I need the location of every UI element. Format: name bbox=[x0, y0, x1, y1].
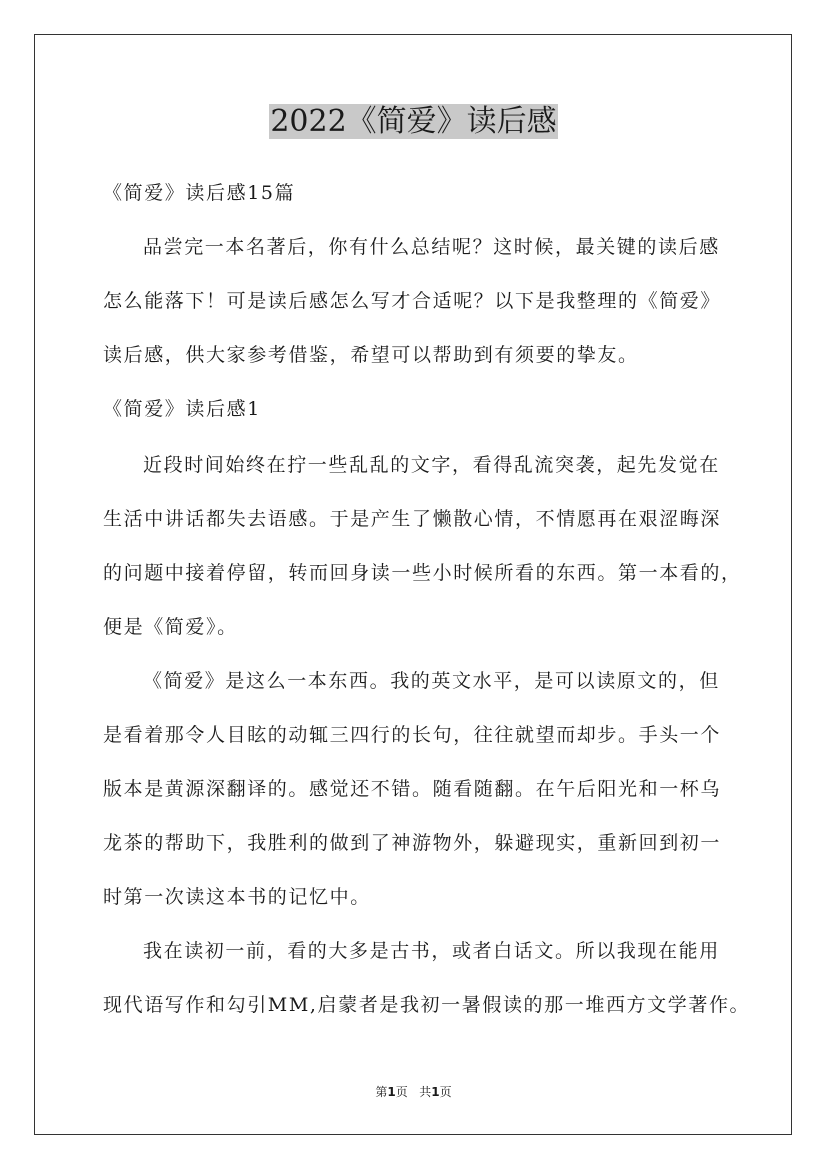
footer-page-current: 1 bbox=[387, 1085, 396, 1099]
subtitle: 《简爱》读后感15篇 bbox=[103, 182, 296, 204]
paragraph1-line-3: 的问题中接着停留，转而回身读一些小时候所看的东西。第一本看的， bbox=[103, 562, 742, 584]
paragraph1-line-4: 便是《简爱》。 bbox=[103, 616, 238, 638]
page-footer bbox=[0, 1084, 827, 1100]
paragraph3-line-1: 我在读初一前，看的大多是古书，或者白话文。所以我现在能用 bbox=[143, 940, 720, 962]
paragraph2-line-4: 龙茶的帮助下，我胜利的做到了神游物外，躲避现实，重新回到初一 bbox=[103, 832, 722, 854]
footer-total-suffix: 页 bbox=[439, 1085, 452, 1099]
paragraph1-line-2: 生活中讲话都失去语感。于是产生了懒散心情，不情愿再在艰涩晦深 bbox=[103, 508, 722, 530]
footer-page-suffix: 页 bbox=[395, 1085, 408, 1099]
paragraph1-line-1: 近段时间始终在拧一些乱乱的文字，看得乱流突袭，起先发觉在 bbox=[143, 454, 720, 476]
paragraph2-line-5: 时第一次读这本书的记忆中。 bbox=[103, 886, 371, 908]
paragraph3-line-2: 现代语写作和勾引MM,启蒙者是我初一暑假读的那一堆西方文学著作。 bbox=[103, 994, 751, 1016]
paragraph2-line-2: 是看着那令人目眩的动辄三四行的长句，往往就望而却步。手头一个 bbox=[103, 724, 722, 746]
intro-line-3: 读后感，供大家参考借鉴，希望可以帮助到有须要的挚友。 bbox=[103, 344, 639, 366]
intro-line-1: 品尝完一本名著后，你有什么总结呢？这时候，最关键的读后感 bbox=[143, 236, 720, 258]
section-heading: 《简爱》读后感1 bbox=[103, 398, 261, 420]
footer-page-prefix: 第 bbox=[375, 1085, 388, 1099]
title-text: 2022《简爱》读后感 bbox=[270, 104, 557, 139]
document-title bbox=[0, 100, 827, 144]
intro-line-2: 怎么能落下！可是读后感怎么写才合适呢？以下是我整理的《简爱》 bbox=[103, 290, 722, 312]
paragraph2-line-1: 《简爱》是这么一本东西。我的英文水平，是可以读原文的，但 bbox=[143, 670, 720, 692]
footer-total-prefix: 共 bbox=[419, 1085, 432, 1099]
paragraph2-line-3: 版本是黄源深翻译的。感觉还不错。随看随翻。在午后阳光和一杯乌 bbox=[103, 778, 722, 800]
footer-page-total: 1 bbox=[431, 1085, 440, 1099]
